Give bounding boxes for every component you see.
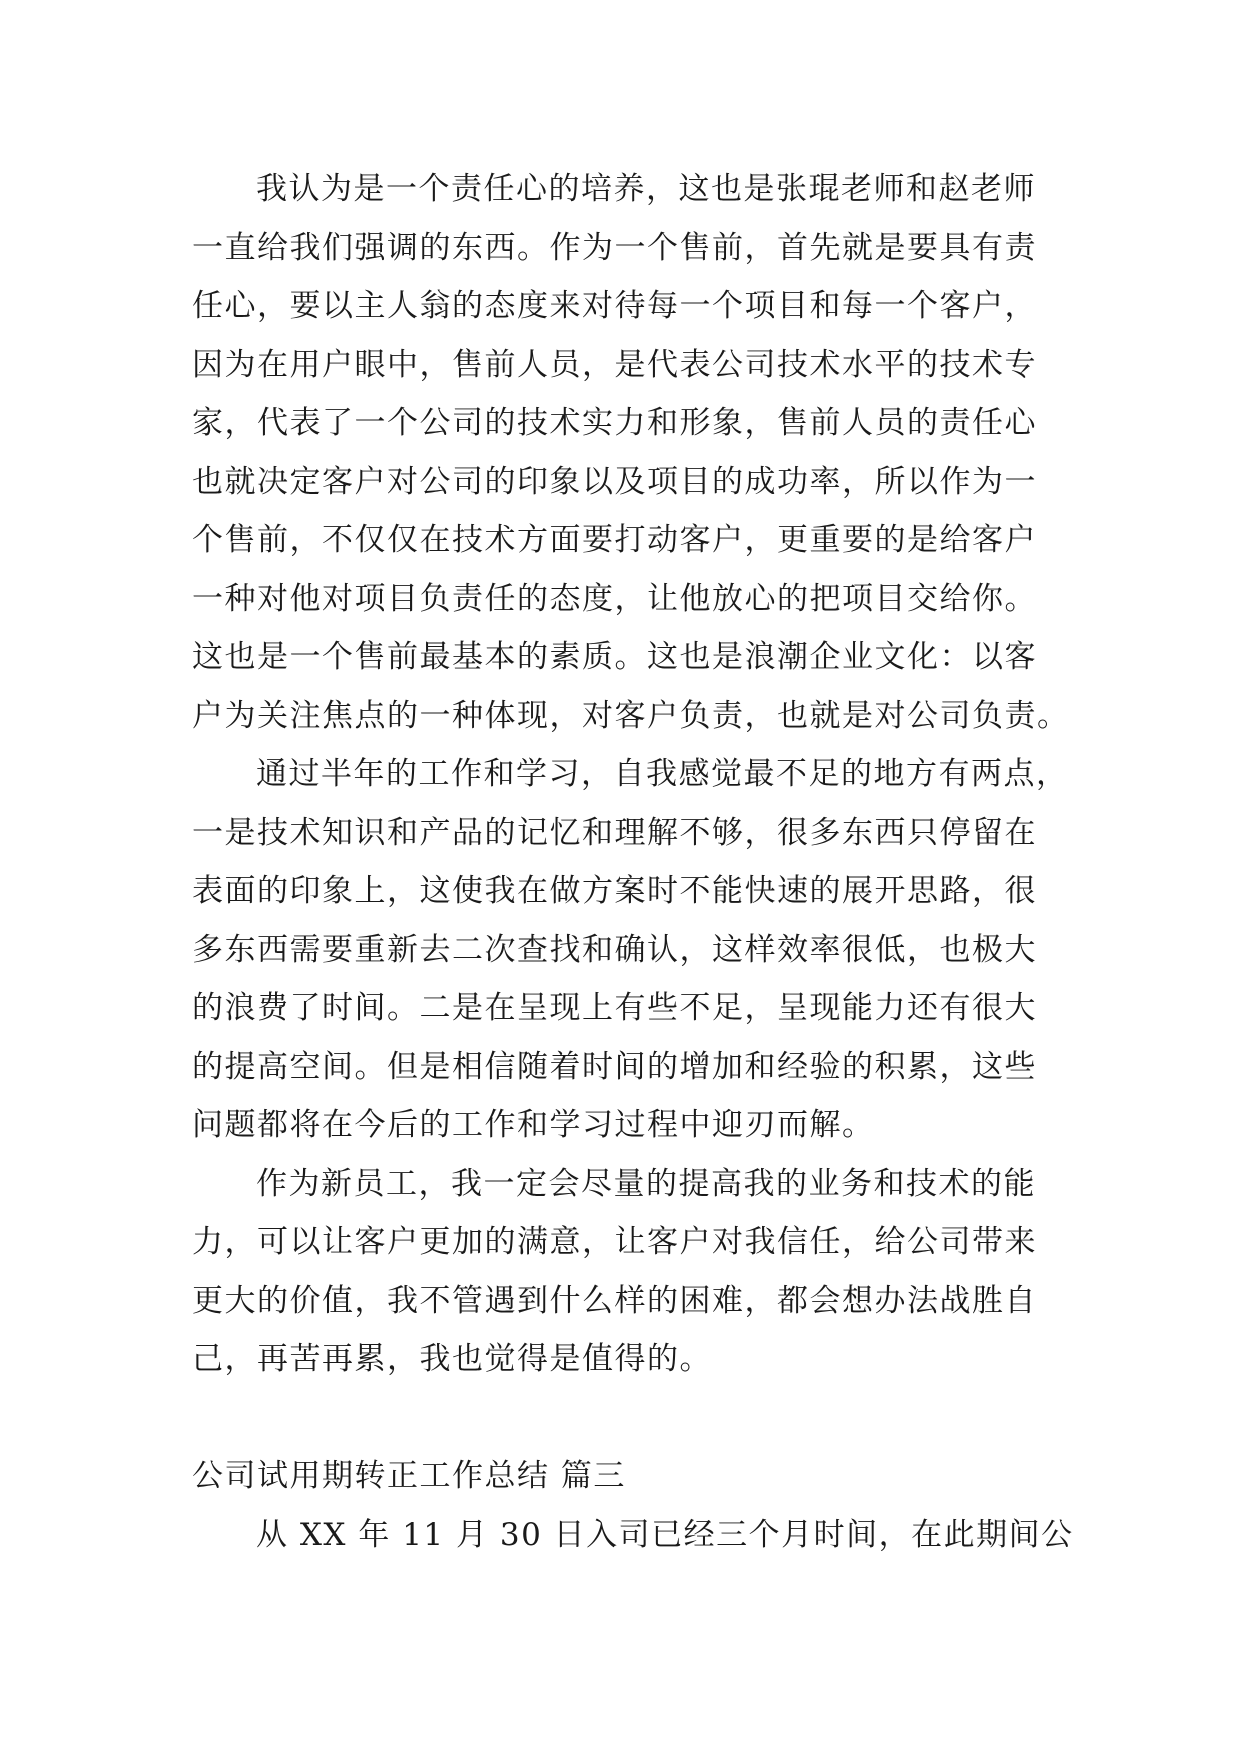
- text-line: 一种对他对项目负责任的态度，让他放心的把项目交给你。: [192, 580, 1037, 617]
- text-line: 个售前，不仅仅在技术方面要打动客户，更重要的是给客户: [192, 522, 1037, 558]
- text-line: 这也是一个售前最基本的素质。这也是浪潮企业文化：以客: [192, 639, 1037, 675]
- text-line: 家，代表了一个公司的技术实力和形象，售前人员的责任心: [192, 405, 1037, 441]
- text-line: 通过半年的工作和学习，自我感觉最不足的地方有两点，: [256, 756, 1069, 792]
- text-line: 户为关注焦点的一种体现，对客户负责，也就是对公司负责。: [192, 697, 1070, 734]
- text-line: 的提高空间。但是相信随着时间的增加和经验的积累，这些: [192, 1048, 1037, 1085]
- text-line: 作为新员工，我一定会尽量的提高我的业务和技术的能: [256, 1165, 1036, 1202]
- paragraph-shortcomings: [192, 745, 1069, 1155]
- document-body: [192, 160, 1074, 1564]
- text-line: 我认为是一个责任心的培养，这也是张琨老师和赵老师: [256, 171, 1036, 207]
- text-line: 一是技术知识和产品的记忆和理解不够，很多东西只停留在: [192, 814, 1037, 851]
- text-line: 任心，要以主人翁的态度来对待每一个项目和每一个客户，: [192, 288, 1037, 324]
- text-line: 力，可以让客户更加的满意，让客户对我信任，给公司带来: [192, 1224, 1037, 1260]
- text-line: 的浪费了时间。二是在呈现上有些不足，呈现能力还有很大: [192, 990, 1037, 1026]
- text-line: 从 XX 年 11 月 30 日入司已经三个月时间，在此期间公: [256, 1516, 1074, 1553]
- text-line: 更大的价值，我不管遇到什么样的困难，都会想办法战胜自: [192, 1282, 1037, 1319]
- text-line: 也就决定客户对公司的印象以及项目的成功率，所以作为一: [192, 463, 1037, 500]
- blank-line: [192, 1389, 1056, 1448]
- paragraph-responsibility: [192, 160, 1070, 745]
- section-heading: 公司试用期转正工作总结 篇三: [192, 1458, 626, 1494]
- text-line: 多东西需要重新去二次查找和确认，这样效率很低，也极大: [192, 931, 1037, 968]
- text-line: 因为在用户眼中，售前人员，是代表公司技术水平的技术专: [192, 346, 1037, 383]
- text-line: 己，再苦再累，我也觉得是值得的。: [192, 1341, 712, 1377]
- text-line: 一直给我们强调的东西。作为一个售前，首先就是要具有责: [192, 229, 1037, 266]
- text-line: 问题都将在今后的工作和学习过程中迎刃而解。: [192, 1107, 875, 1143]
- text-line: 表面的印象上，这使我在做方案时不能快速的展开思路，很: [192, 873, 1037, 909]
- paragraph-commitment: [192, 1155, 1056, 1389]
